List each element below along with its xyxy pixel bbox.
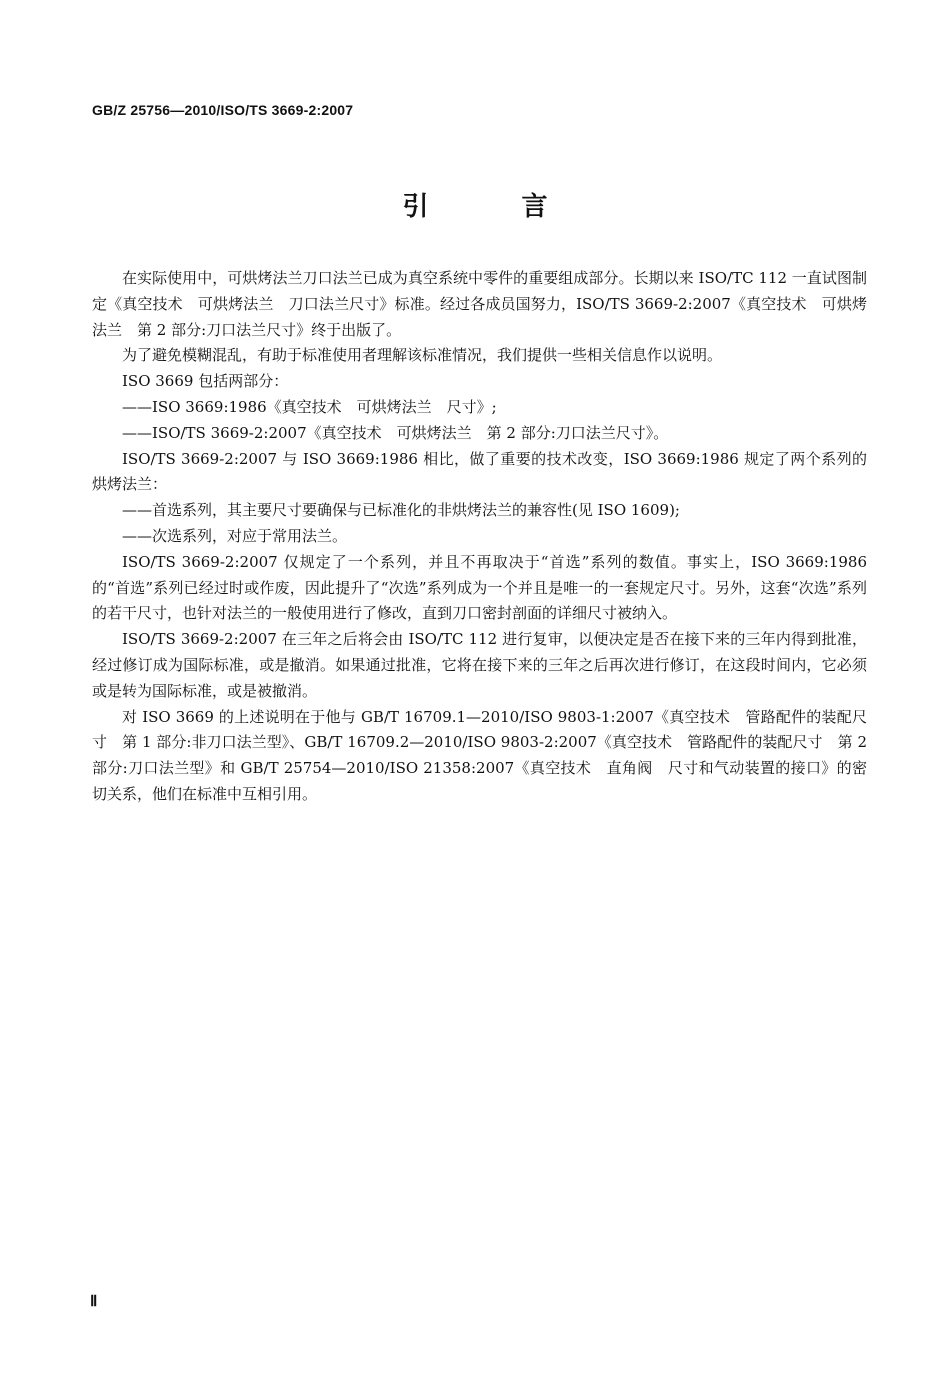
page-number: Ⅱ <box>90 1294 98 1310</box>
introduction-body <box>92 266 867 808</box>
paragraph-background: 在实际使用中，可烘烤法兰刀口法兰已成为真空系统中零件的重要组成部分。长期以来 ISO/TC 112 一直试图制定《真空技术 可烘烤法兰 刀口法兰尺寸》标准。经过各成员国努力，ISO/TS 3669-2:2007《真空技术 可烘烤法兰 第 2 部分:刀口法兰尺寸》终于出版了。 <box>92 269 867 339</box>
list-item-part-1: ——ISO 3669:1986《真空技术 可烘烤法兰 尺寸》; <box>122 397 497 416</box>
page-title: 引 言 <box>402 192 590 222</box>
paragraph-purpose: 为了避免模糊混乱，有助于标准使用者理解该标准情况，我们提供一些相关信息作以说明。 <box>122 346 723 365</box>
paragraph-relationship: 对 ISO 3669 的上述说明在于他与 GB/T 16709.1—2010/ISO 9803-1:2007《真空技术 管路配件的装配尺寸 第 1 部分:非刀口法兰型》、GB/T 16709.2—2010/ISO 9803-2:2007《真空技术 管路配件的装配尺寸 第 2 部分:刀口法兰型》和 GB/T 25754—2010/ISO 21358:2007《真空技术 直角阀 尺寸和气动装置的接口》的密切关系，他们在标准中互相引用。 <box>92 707 867 803</box>
standard-code-header: GB/Z 25756—2010/ISO/TS 3669-2:2007 <box>92 102 354 118</box>
list-item-part-2: ——ISO/TS 3669-2:2007《真空技术 可烘烤法兰 第 2 部分:刀口法兰尺寸》。 <box>122 423 669 442</box>
paragraph-review: ISO/TS 3669-2:2007 在三年之后将会由 ISO/TC 112 进行复审，以便决定是否在接下来的三年内得到批准，经过修订成为国际标准，或是撤消。如果通过批准，它将在接下来的三年之后再次进行修订，在这段时间内，它必须或是转为国际标准，或是被撤消。 <box>92 630 867 700</box>
paragraph-parts-intro: ISO 3669 包括两部分： <box>122 372 289 391</box>
list-item-secondary-series: ——次选系列，对应于常用法兰。 <box>122 526 348 545</box>
paragraph-technical-change: ISO/TS 3669-2:2007 与 ISO 3669:1986 相比，做了重要的技术改变，ISO 3669:1986 规定了两个系列的烘烤法兰： <box>92 449 867 494</box>
list-item-preferred-series: ——首选系列，其主要尺寸要确保与已标准化的非烘烤法兰的兼容性(见 ISO 1609); <box>122 501 680 520</box>
paragraph-single-series: ISO/TS 3669-2:2007 仅规定了一个系列，并且不再取决于“首选”系列的数值。事实上，ISO 3669:1986 的“首选”系列已经过时或作废，因此提升了“次选”系列成为一个并且是唯一的一套规定尺寸。另外，这套“次选”系列的若干尺寸，也针对法兰的一般使用进行了修改，直到刀口密封剖面的详细尺寸被纳入。 <box>92 552 867 623</box>
